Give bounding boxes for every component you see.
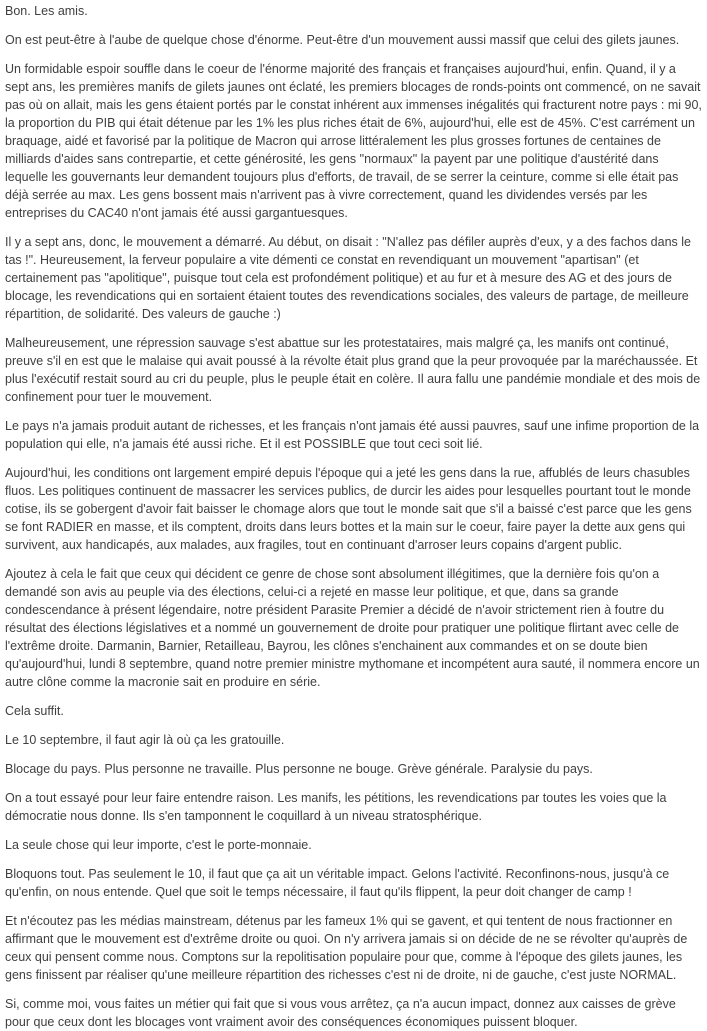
- post-paragraph: Si, comme moi, vous faites un métier qui fait que si vous vous arrêtez, ça n'a aucun impact, donnez aux caisses de grève pour que ceux dont les blocages vont vraiment avoir des conséquences économiques puissent bloquer.: [5, 997, 676, 1029]
- post-paragraph: Bon. Les amis.: [5, 4, 88, 18]
- post-paragraph: Cela suffit.: [5, 704, 64, 718]
- post-paragraph: Le pays n'a jamais produit autant de richesses, et les français n'ont jamais été aussi pauvres, sauf une infime proportion de la population qui elle, n'a jamais été aussi riche. Et il est POSSIBLE que tout ceci soit lié.: [5, 419, 700, 451]
- post-paragraph: Bloquons tout. Pas seulement le 10, il faut que ça ait un véritable impact. Gelons l'activité. Reconfinons-nous, jusqu'à ce qu'enfin, on nous entende. Quel que soit le temps nécessaire, il faut qu'ils flippent, la peur doit changer de camp !: [5, 867, 670, 899]
- post-paragraph: Et n'écoutez pas les médias mainstream, détenus par les fameux 1% qui se gavent, et qui tentent de nous fractionner en affirmant que le mouvement est d'extrême droite ou quoi. On n'y arrivera jamais si on décide de ne se révolter qu'auprès de ceux qui pensent comme nous. Comptons sur la repolitisation populaire pour que, comme à l'époque des gilets jaunes, les gens finissent par réaliser qu'une meilleure répartition des richesses c'est ni de droite, ni de gauche, c'est juste NORMAL.: [5, 914, 688, 982]
- post-paragraph: La seule chose qui leur importe, c'est le porte-monnaie.: [5, 838, 312, 852]
- post-paragraph: Il y a sept ans, donc, le mouvement a démarré. Au début, on disait : "N'allez pas défiler auprès d'eux, y a des fachos dans le tas !". Heureusement, la ferveur populaire a vite démenti ce constat en revendiquant un mouvement "apartisan" (et certainement pas "apolitique", puisque tout cela est profondément politique) et au fur et à mesure des AG et des jours de blocage, les revendications qui en sortaient étaient toutes des revendications sociales, des valeurs de partage, de meilleure répartition, de solidarité. Des valeurs de gauche :): [5, 235, 691, 321]
- post-paragraph: Un formidable espoir souffle dans le coeur de l'énorme majorité des français et françaises aujourd'hui, enfin. Quand, il y a sept ans, les premières manifs de gilets jaunes ont éclaté, les premiers blocages de ronds-points ont commencé, on ne savait pas où on allait, mais les gens étaient portés par le constat inhérent aux immenses inégalités qui fracturent notre pays : mi 90, la proportion du PIB qui était détenue par les 1% les plus riches était de 6%, aujourd'hui, elle est de 45%. C'est carrément un braquage, aidé et favorisé par la politique de Macron qui arrose littéralement les plus grosses fortunes de centaines de milliards d'aides sans contrepartie, et cette générosité, les gens "normaux" la payent par une politique d'austérité dans lequelle les gouvernants leur demandent toujours plus d'efforts, de travail, de se serrer la ceinture, comme si elle était pas déjà serrée au max. Les gens bossent mais n'arrivent pas à vivre correctement, quand les dividendes versés par les entreprises du CAC40 n'ont jamais été aussi gargantuesques.: [5, 62, 702, 220]
- post-paragraph: Ajoutez à cela le fait que ceux qui décident ce genre de chose sont absolument illégitimes, que la dernière fois qu'on a demandé son avis au peuple via des élections, celui-ci a rejeté en masse leur politique, et que, dans sa grande condescendance à présent légendaire, notre président Parasite Premier a décidé de n'avoir strictement rien à foutre du résultat des élections législatives et a nommé un gouvernement de droite pour pratiquer une politique flirtant avec celle de l'extrême droite. Darmanin, Barnier, Retailleau, Bayrou, les clônes s'enchainent aux commandes et on se doute bien qu'aujourd'hui, lundi 8 septembre, quand notre premier ministre mythomane et incompétent aura sauté, il nommera encore un autre clône comme la macronie sait en produire en série.: [5, 567, 700, 689]
- post-paragraph: Le 10 septembre, il faut agir là où ça les gratouille.: [5, 733, 285, 747]
- post-paragraph: Malheureusement, une répression sauvage s'est abattue sur les protestataires, mais malgré ça, les manifs ont continué, preuve s'il en est que le malaise qui avait poussé à la révolte était plus grand que la peur provoquée par la maréchaussée. Et plus l'exécutif restait sourd au cri du peuple, plus le peuple était en colère. Il aura fallu une pandémie mondiale et des mois de confinement pour tuer le mouvement.: [5, 336, 701, 404]
- post-paragraph: Blocage du pays. Plus personne ne travaille. Plus personne ne bouge. Grève générale. Paralysie du pays.: [5, 762, 593, 776]
- post-paragraph: On a tout essayé pour leur faire entendre raison. Les manifs, les pétitions, les revendications par toutes les voies que la démocratie nous donne. Ils s'en tamponnent le coquillard à un niveau stratosphérique.: [5, 791, 667, 823]
- post-paragraph: On est peut-être à l'aube de quelque chose d'énorme. Peut-être d'un mouvement aussi massif que celui des gilets jaunes.: [5, 33, 680, 47]
- post-paragraph: Aujourd'hui, les conditions ont largement empiré depuis l'époque qui a jeté les gens dans la rue, affublés de leurs chasubles fluos. Les politiques continuent de massacrer les services publics, de durcir les aides pour lesquelles pourtant tout le monde cotise, ils se gobergent d'avoir fait baisser le chomage alors que tout le monde sait que s'il a baissé c'est parce que les gens se font RADIER en masse, et ils comptent, droits dans leurs bottes et la main sur le coeur, faire payer la dette aux gens qui survivent, aux handicapés, aux malades, aux fragiles, tout en continuant d'arroser leurs copains d'argent public.: [5, 466, 692, 552]
